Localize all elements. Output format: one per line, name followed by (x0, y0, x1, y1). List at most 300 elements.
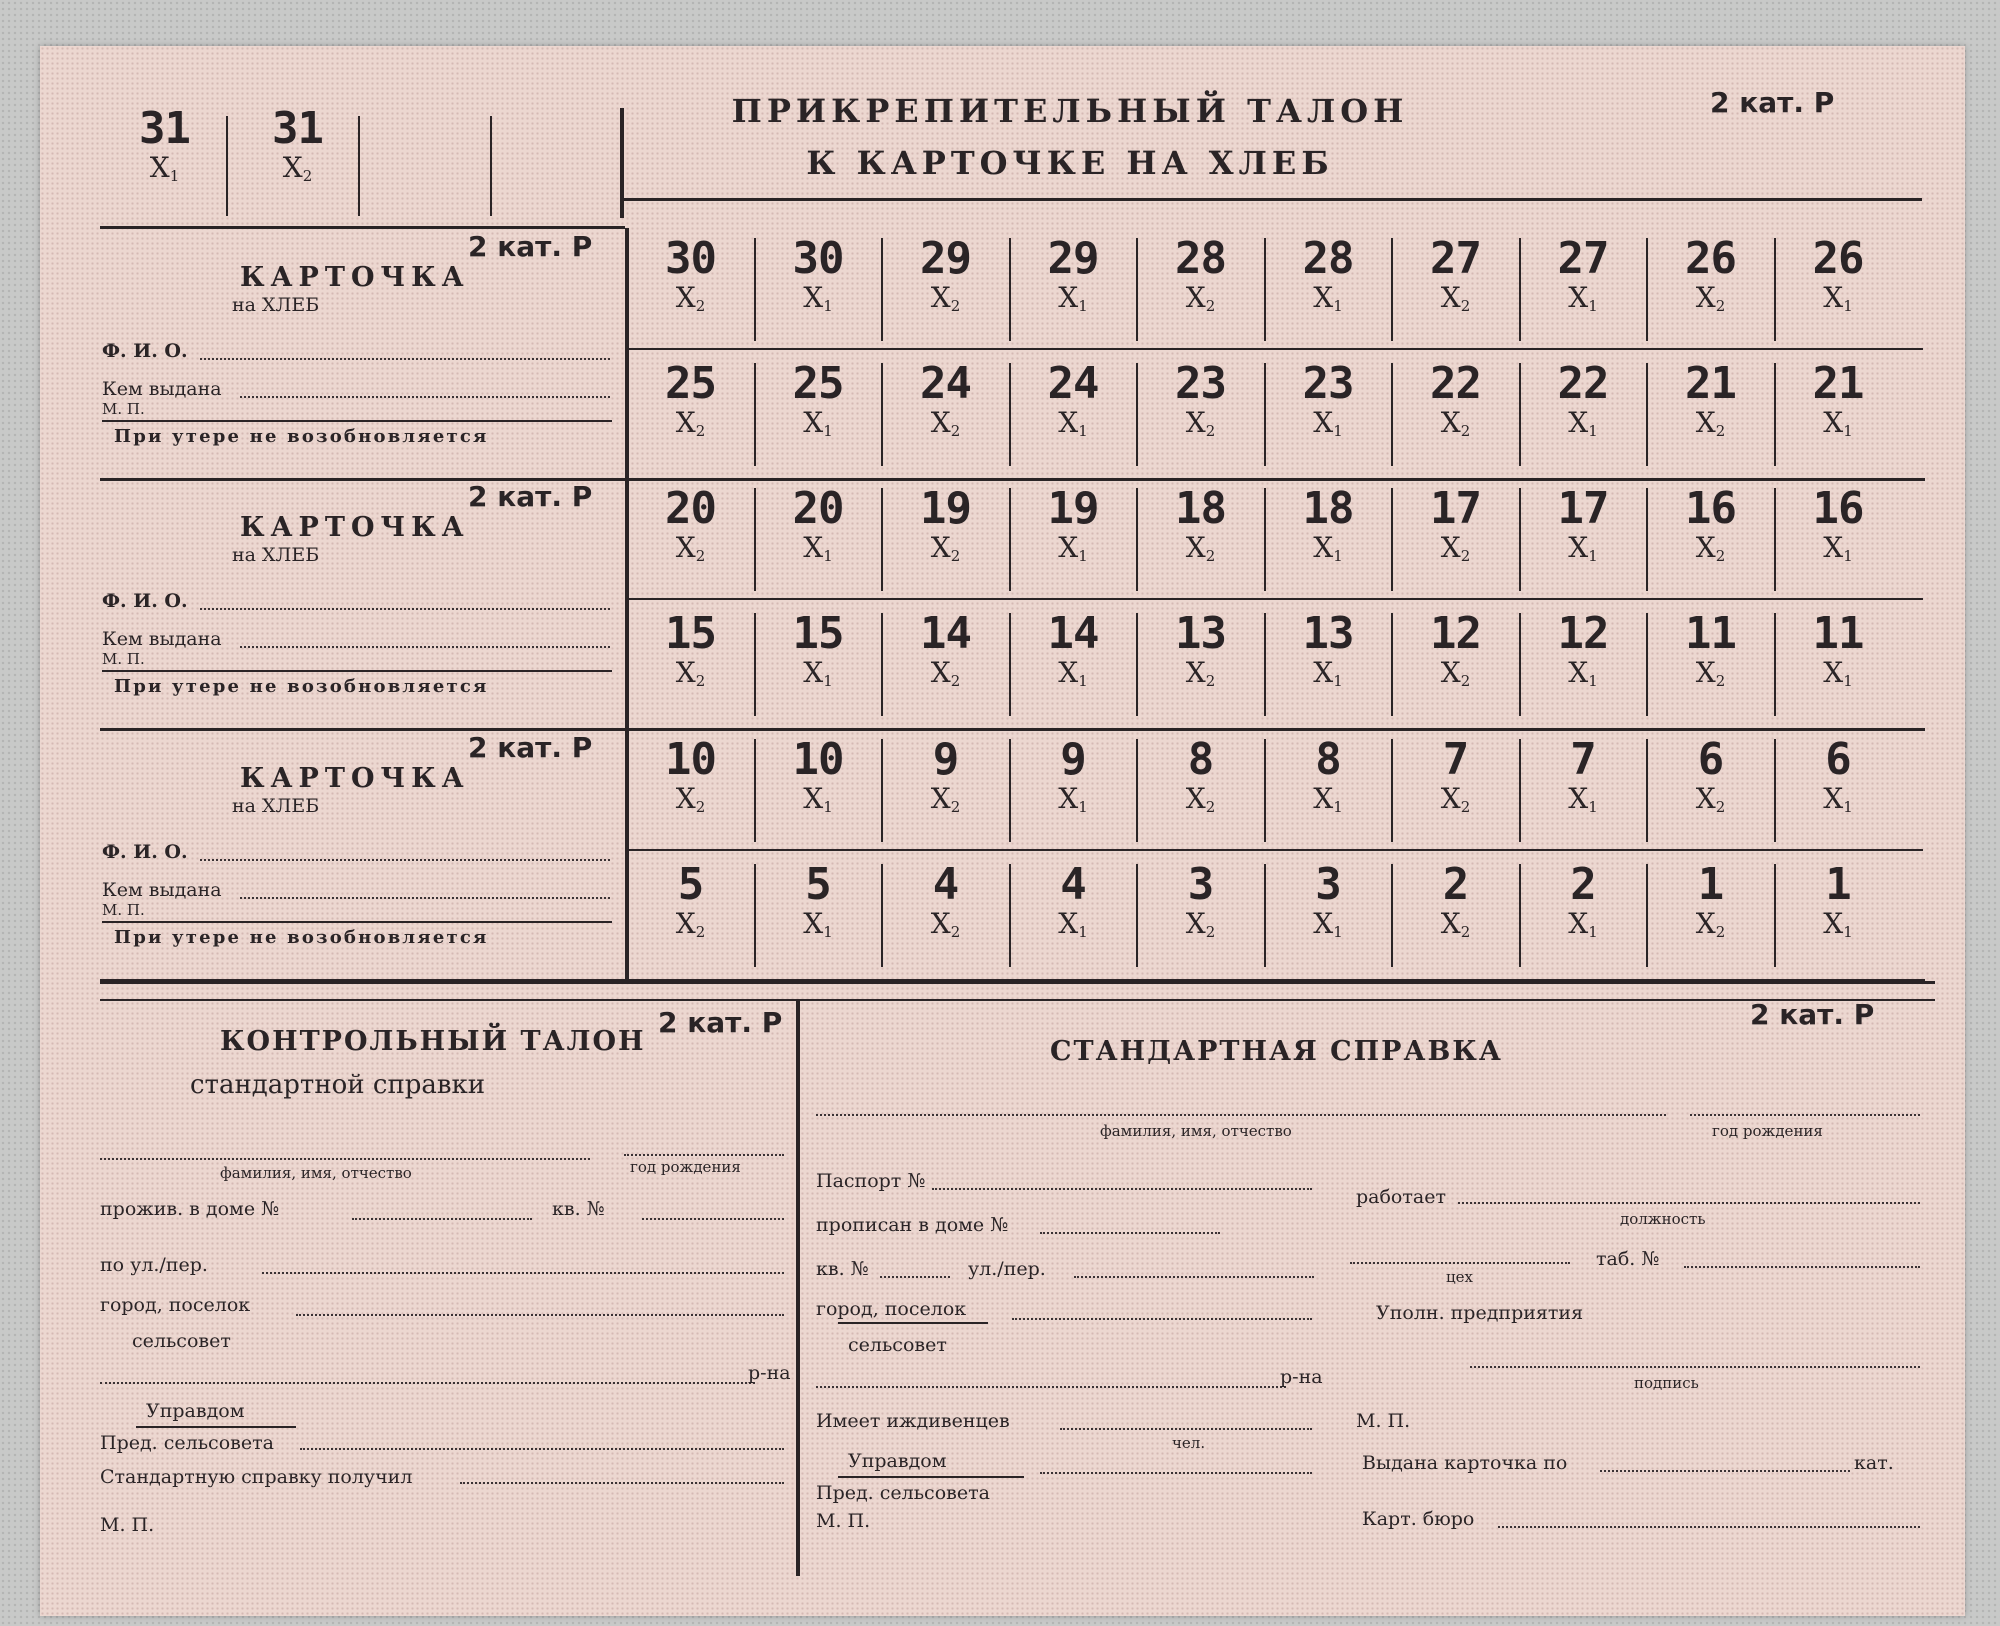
coupon-number: 9 (1060, 734, 1086, 785)
coupon-code: $X_2$ (675, 406, 706, 440)
underline (102, 921, 612, 923)
coupon-code: $X_2$ (1185, 531, 1216, 565)
coupon-12-x1[interactable] (1521, 608, 1646, 697)
coupon-divider (881, 864, 883, 967)
category-label: 2 кат. Р (1710, 86, 1835, 119)
card-category: 2 кат. Р (468, 731, 593, 764)
std-council-chair-label: Пред. сельсовета (816, 1482, 990, 1504)
coupon-number: 4 (1060, 859, 1086, 910)
coupon-18-x2[interactable] (1138, 483, 1263, 572)
coupon-number: 9 (932, 734, 959, 785)
coupon-code: $X_1$ (1823, 531, 1853, 565)
coupon-number: 26 (1812, 233, 1864, 284)
issued-field[interactable] (240, 646, 610, 648)
coupon-28-x2[interactable] (1138, 233, 1263, 322)
control-category: 2 кат. Р (658, 1006, 783, 1039)
coupon-7-x1[interactable] (1521, 734, 1646, 823)
coupon-divider (1009, 739, 1011, 842)
coupon-8-x1[interactable] (1266, 734, 1391, 823)
coupon-divider (1136, 238, 1138, 341)
coupon-code: $X_1$ (1058, 907, 1088, 941)
coupon-code: $X_1$ (1313, 782, 1343, 816)
coupon-number: 10 (792, 734, 844, 785)
coupon-divider (881, 613, 883, 716)
passport-label: Паспорт № (816, 1170, 926, 1192)
street-field[interactable] (262, 1272, 784, 1274)
coupon-code: $X_2$ (930, 907, 961, 941)
ration-card-sheet (40, 46, 1965, 1616)
coupon-number: 1 (1825, 859, 1851, 910)
coupon-24-x2[interactable] (883, 358, 1008, 447)
row-rule (628, 348, 1923, 350)
coupon-code: $X_2$ (1695, 406, 1726, 440)
coupon-5-x2[interactable] (628, 859, 753, 948)
coupon-19-x1[interactable] (1011, 483, 1136, 572)
coupon-divider (1774, 739, 1776, 842)
coupon-number: 15 (792, 608, 844, 659)
std-street-label: ул./пер. (968, 1258, 1046, 1280)
coupon-number: 3 (1187, 859, 1214, 910)
coupon-code: $X_1$ (1568, 782, 1598, 816)
coupon-code: $X_2$ (675, 782, 706, 816)
coupon-divider (1646, 864, 1648, 967)
coupon-29-x1[interactable] (1011, 233, 1136, 322)
signature-label: подпись (1634, 1374, 1699, 1392)
coupon-code: $X_1$ (1568, 281, 1598, 315)
stamp-label: М. П. (102, 400, 145, 418)
coupon-number: 28 (1175, 233, 1226, 284)
coupon-code: $X_2$ (1440, 531, 1471, 565)
persons-label: чел. (1172, 1434, 1206, 1452)
coupon-24-x1[interactable] (1011, 358, 1136, 447)
coupon-25-x2[interactable] (628, 358, 753, 447)
coupon-divider (1774, 363, 1776, 466)
coupon-30-x1[interactable] (756, 233, 881, 322)
position-label: должность (1620, 1210, 1706, 1228)
coupon-number: 27 (1557, 233, 1609, 284)
coupon-27-x2[interactable] (1393, 233, 1518, 322)
issued-label: Кем выдана (102, 378, 222, 400)
coupon-10-x2[interactable] (628, 734, 753, 823)
signature-field[interactable] (1470, 1366, 1920, 1368)
coupon-number: 26 (1685, 233, 1736, 284)
coupon-number: 5 (805, 859, 831, 910)
coupon-number: 7 (1442, 734, 1469, 785)
stamp-label: М. П. (100, 1514, 155, 1536)
coupon-number: 8 (1315, 734, 1341, 785)
coupon-number: 18 (1302, 483, 1354, 534)
coupon-18-x1[interactable] (1266, 483, 1391, 572)
coupon-number: 4 (932, 859, 959, 910)
fio-field[interactable] (100, 1158, 590, 1160)
coupon-21-x1[interactable] (1776, 358, 1901, 447)
card-subtitle: на ХЛЕБ (232, 544, 320, 566)
coupon-divider (754, 613, 756, 716)
coupon-divider (1264, 739, 1266, 842)
coupon-divider (1391, 363, 1393, 466)
coupon-code: $X_2$ (1695, 782, 1726, 816)
coupon-code: $X_1$ (1823, 281, 1853, 315)
coupon-number: 21 (1812, 358, 1864, 409)
attachment-coupon-title: ПРИКРЕПИТЕЛЬНЫЙ ТАЛОН (731, 92, 1409, 130)
village-council-label: сельсовет (132, 1330, 231, 1352)
coupon-divider (1264, 488, 1266, 591)
district-field[interactable] (100, 1382, 755, 1384)
birth-year-field[interactable] (624, 1154, 784, 1156)
coupon-divider (1519, 363, 1521, 466)
underline (102, 670, 612, 672)
coupon-number: 8 (1187, 734, 1214, 785)
coupon-number: 29 (1047, 233, 1099, 284)
coupon-number: 16 (1812, 483, 1864, 534)
underline (136, 1426, 296, 1428)
coupon-5-x1[interactable] (756, 859, 881, 948)
coupon-number: 17 (1430, 483, 1481, 534)
apt-label: кв. № (552, 1198, 605, 1220)
coupon-code: $X_1$ (1823, 907, 1853, 941)
coupon-12-x2[interactable] (1393, 608, 1518, 697)
coupon-divider (1519, 613, 1521, 716)
coupon-code: $X_1$ (1568, 656, 1598, 690)
coupon-number: 20 (792, 483, 844, 534)
card-subtitle: на ХЛЕБ (232, 294, 320, 316)
issued-card-field[interactable] (1600, 1470, 1850, 1472)
coupon-divider (1264, 363, 1266, 466)
card-category: 2 кат. Р (468, 230, 593, 263)
coupon-code: $X_2$ (1695, 656, 1726, 690)
coupon-number: 30 (792, 233, 844, 284)
coupon-divider (1519, 864, 1521, 967)
coupon-6-x2[interactable] (1648, 734, 1773, 823)
coupon-31-x1[interactable] (102, 103, 227, 192)
coupon-20-x1[interactable] (756, 483, 881, 572)
coupon-code: $X_1$ (1313, 907, 1343, 941)
registered-field[interactable] (1040, 1232, 1220, 1234)
issued-field[interactable] (240, 897, 610, 899)
dependents-label: Имеет иждивенцев (816, 1410, 1010, 1432)
coupon-23-x1[interactable] (1266, 358, 1391, 447)
coupon-29-x2[interactable] (883, 233, 1008, 322)
stamp-label: М. П. (102, 650, 145, 668)
coupon-number: 29 (920, 233, 971, 284)
house-field[interactable] (352, 1218, 532, 1220)
coupon-14-x2[interactable] (883, 608, 1008, 697)
coupon-14-x1[interactable] (1011, 608, 1136, 697)
coupon-code: $X_1$ (1823, 406, 1853, 440)
coupon-27-x1[interactable] (1521, 233, 1646, 322)
coupon-divider (1009, 488, 1011, 591)
control-coupon-subtitle: стандартной справки (190, 1070, 486, 1100)
coupon-28-x1[interactable] (1266, 233, 1391, 322)
coupon-code: $X_2$ (1185, 281, 1216, 315)
coupon-number: 19 (920, 483, 971, 534)
coupon-code: $X_1$ (1568, 406, 1598, 440)
fio-field[interactable] (200, 358, 610, 360)
card-title: КАРТОЧКА (240, 763, 470, 794)
coupon-9-x1[interactable] (1011, 734, 1136, 823)
fio-label: фамилия, имя, отчество (220, 1164, 412, 1182)
coupon-15-x1[interactable] (756, 608, 881, 697)
coupon-number: 22 (1430, 358, 1481, 409)
coupon-6-x1[interactable] (1776, 734, 1901, 823)
coupon-code: $X_1$ (803, 656, 833, 690)
coupon-code: $X_1$ (803, 907, 833, 941)
coupon-3-x1[interactable] (1266, 859, 1391, 948)
card-bureau-label: Карт. бюро (1362, 1508, 1475, 1530)
coupon-code: $X_1$ (803, 531, 833, 565)
card-bureau-field[interactable] (1498, 1526, 1920, 1528)
coupon-31-x2[interactable] (235, 103, 360, 192)
coupon-code: $X_1$ (1058, 406, 1088, 440)
coupon-number: 31 (139, 103, 190, 154)
coupon-code: $X_1$ (1058, 281, 1088, 315)
coupon-number: 11 (1812, 608, 1864, 659)
coupon-divider (1774, 238, 1776, 341)
coupon-code: $X_1$ (1313, 531, 1343, 565)
std-street-field[interactable] (1074, 1276, 1314, 1278)
coupon-code: $X_2$ (1695, 531, 1726, 565)
coupon-22-x1[interactable] (1521, 358, 1646, 447)
coupon-code: $X_2$ (930, 406, 961, 440)
coupon-divider (754, 238, 756, 341)
coupon-divider (1391, 613, 1393, 716)
std-stamp-label: М. П. (1356, 1410, 1411, 1432)
coupon-code: $X_1$ (1313, 281, 1343, 315)
coupon-code: $X_2$ (930, 531, 961, 565)
std-village-council-label: сельсовет (848, 1334, 947, 1356)
coupon-code: $X_2$ (1695, 907, 1726, 941)
coupon-divider (881, 238, 883, 341)
coupon-number: 24 (920, 358, 971, 409)
divider (226, 116, 228, 216)
coupon-code: $X_1$ (1823, 656, 1853, 690)
issued-field[interactable] (240, 396, 610, 398)
coupon-divider (1646, 739, 1648, 842)
coupon-divider (1391, 864, 1393, 967)
coupon-number: 3 (1315, 859, 1341, 910)
coupon-number: 31 (272, 103, 323, 154)
underline (838, 1322, 988, 1324)
section-rule (100, 999, 1935, 1001)
coupon-7-x2[interactable] (1393, 734, 1518, 823)
coupon-16-x1[interactable] (1776, 483, 1901, 572)
coupon-code: $X_1$ (803, 406, 833, 440)
coupon-4-x2[interactable] (883, 859, 1008, 948)
coupon-26-x1[interactable] (1776, 233, 1901, 322)
coupon-code: $X_1$ (1568, 907, 1598, 941)
coupon-number: 6 (1825, 734, 1851, 785)
coupon-code: $X_2$ (1185, 406, 1216, 440)
coupon-code: $X_1$ (803, 782, 833, 816)
works-label: работает (1356, 1186, 1446, 1208)
coupon-divider (754, 488, 756, 591)
coupon-number: 2 (1442, 859, 1469, 910)
coupon-21-x2[interactable] (1648, 358, 1773, 447)
issued-card-label: Выдана карточка по (1362, 1452, 1568, 1474)
fio-field[interactable] (200, 859, 610, 861)
divider (490, 116, 492, 216)
card-title: КАРТОЧКА (240, 512, 470, 543)
divider (620, 108, 624, 218)
coupon-code: $X_2$ (1440, 782, 1471, 816)
coupon-15-x2[interactable] (628, 608, 753, 697)
coupon-17-x1[interactable] (1521, 483, 1646, 572)
attachment-coupon-subtitle: К КАРТОЧКЕ НА ХЛЕБ (806, 144, 1334, 182)
coupon-2-x1[interactable] (1521, 859, 1646, 948)
passport-field[interactable] (932, 1188, 1312, 1190)
std-apt-field[interactable] (880, 1276, 950, 1278)
row-rule (628, 849, 1923, 851)
registered-label: прописан в доме № (816, 1214, 1009, 1236)
coupon-number: 18 (1175, 483, 1226, 534)
workshop-field[interactable] (1350, 1262, 1570, 1264)
coupon-number: 27 (1430, 233, 1481, 284)
coupon-divider (1009, 238, 1011, 341)
coupon-8-x2[interactable] (1138, 734, 1263, 823)
std-city-label: город, поселок (816, 1298, 967, 1320)
coupon-11-x1[interactable] (1776, 608, 1901, 697)
coupon-1-x1[interactable] (1776, 859, 1901, 948)
coupon-code: $X_1$ (1568, 531, 1598, 565)
coupon-code: $X_2$ (1440, 907, 1471, 941)
workshop-label: цех (1446, 1268, 1473, 1286)
coupon-number: 30 (665, 233, 716, 284)
works-field[interactable] (1458, 1202, 1920, 1204)
coupon-code: $X_2$ (1440, 656, 1471, 690)
coupon-30-x2[interactable] (628, 233, 753, 322)
coupon-divider (1136, 739, 1138, 842)
coupon-code: $X_2$ (1185, 656, 1216, 690)
coupon-number: 1 (1697, 859, 1724, 910)
coupon-code: $X_1$ (1058, 531, 1088, 565)
coupon-divider (1136, 864, 1138, 967)
coupon-divider (1774, 488, 1776, 591)
coupon-number: 13 (1302, 608, 1354, 659)
coupon-25-x1[interactable] (756, 358, 881, 447)
coupon-11-x2[interactable] (1648, 608, 1773, 697)
coupon-1-x2[interactable] (1648, 859, 1773, 948)
coupon-number: 21 (1685, 358, 1736, 409)
coupon-divider (1136, 488, 1138, 591)
std-district-field[interactable] (816, 1386, 1286, 1388)
chair-signature-field[interactable] (300, 1448, 784, 1450)
coupon-code: $X_1$ (1313, 406, 1343, 440)
coupon-code: $X_2$ (675, 281, 706, 315)
coupon-code: $X_2$ (930, 656, 961, 690)
coupon-code: $X_2$ (675, 907, 706, 941)
fio-label: Ф. И. О. (102, 590, 188, 612)
coupon-23-x2[interactable] (1138, 358, 1263, 447)
coupon-divider (1646, 363, 1648, 466)
coupon-10-x1[interactable] (756, 734, 881, 823)
coupon-code: $X_2$ (930, 281, 961, 315)
coupon-22-x2[interactable] (1393, 358, 1518, 447)
stamp-label: М. П. (102, 901, 145, 919)
coupon-26-x2[interactable] (1648, 233, 1773, 322)
city-field[interactable] (296, 1314, 784, 1316)
city-label: город, поселок (100, 1294, 251, 1316)
coupon-2-x2[interactable] (1393, 859, 1518, 948)
section-divider (796, 1001, 800, 1576)
coupon-code: $X_1$ (1823, 782, 1853, 816)
coupon-code: $X_2$ (282, 151, 313, 185)
coupon-divider (1519, 488, 1521, 591)
apt-field[interactable] (642, 1218, 784, 1220)
std-manager-field[interactable] (1040, 1472, 1312, 1474)
coupon-17-x2[interactable] (1393, 483, 1518, 572)
coupon-number: 20 (665, 483, 716, 534)
coupon-number: 7 (1570, 734, 1596, 785)
coupon-divider (1264, 613, 1266, 716)
coupon-3-x2[interactable] (1138, 859, 1263, 948)
coupon-divider (1774, 864, 1776, 967)
coupon-number: 24 (1047, 358, 1099, 409)
coupon-13-x1[interactable] (1266, 608, 1391, 697)
coupon-9-x2[interactable] (883, 734, 1008, 823)
coupon-divider (1264, 238, 1266, 341)
coupon-4-x1[interactable] (1011, 859, 1136, 948)
loss-note: При утере не возобновляется (114, 927, 489, 948)
std-city-field[interactable] (1012, 1318, 1312, 1320)
received-label: Стандартную справку получил (100, 1466, 413, 1488)
std-fio-field[interactable] (816, 1114, 1666, 1116)
tab-field[interactable] (1684, 1266, 1920, 1268)
coupon-code: $X_2$ (675, 531, 706, 565)
card-category: 2 кат. Р (468, 480, 593, 513)
coupon-divider (881, 363, 883, 466)
coupon-code: $X_1$ (1058, 656, 1088, 690)
coupon-number: 6 (1697, 734, 1724, 785)
underline (102, 420, 612, 422)
coupon-divider (881, 488, 883, 591)
coupon-20-x2[interactable] (628, 483, 753, 572)
coupon-code: $X_1$ (803, 281, 833, 315)
coupon-number: 25 (792, 358, 844, 409)
coupon-number: 17 (1557, 483, 1609, 534)
coupon-number: 2 (1570, 859, 1596, 910)
cat-label: кат. (1854, 1452, 1894, 1474)
coupon-number: 23 (1175, 358, 1226, 409)
coupon-divider (1391, 488, 1393, 591)
coupon-number: 19 (1047, 483, 1099, 534)
coupon-divider (1009, 363, 1011, 466)
coupon-divider (754, 363, 756, 466)
dependents-field[interactable] (1060, 1428, 1312, 1430)
header-rule (100, 226, 625, 229)
coupon-code: $X_1$ (149, 151, 180, 185)
coupon-divider (1646, 238, 1648, 341)
issued-label: Кем выдана (102, 879, 222, 901)
received-signature-field[interactable] (460, 1482, 784, 1484)
coupon-divider (754, 739, 756, 842)
fio-label: Ф. И. О. (102, 340, 188, 362)
coupon-13-x2[interactable] (1138, 608, 1263, 697)
coupon-divider (1646, 613, 1648, 716)
std-birth-year-field[interactable] (1690, 1114, 1920, 1116)
coupon-19-x2[interactable] (883, 483, 1008, 572)
divider (358, 116, 360, 216)
coupon-number: 16 (1685, 483, 1736, 534)
coupon-16-x2[interactable] (1648, 483, 1773, 572)
coupon-code: $X_2$ (675, 656, 706, 690)
card-title: КАРТОЧКА (240, 262, 470, 293)
coupon-number: 5 (677, 859, 704, 910)
block-rule (100, 478, 1925, 481)
coupon-divider (1136, 363, 1138, 466)
fio-field[interactable] (200, 608, 610, 610)
coupon-divider (754, 864, 756, 967)
std-stamp-label-2: М. П. (816, 1510, 871, 1532)
